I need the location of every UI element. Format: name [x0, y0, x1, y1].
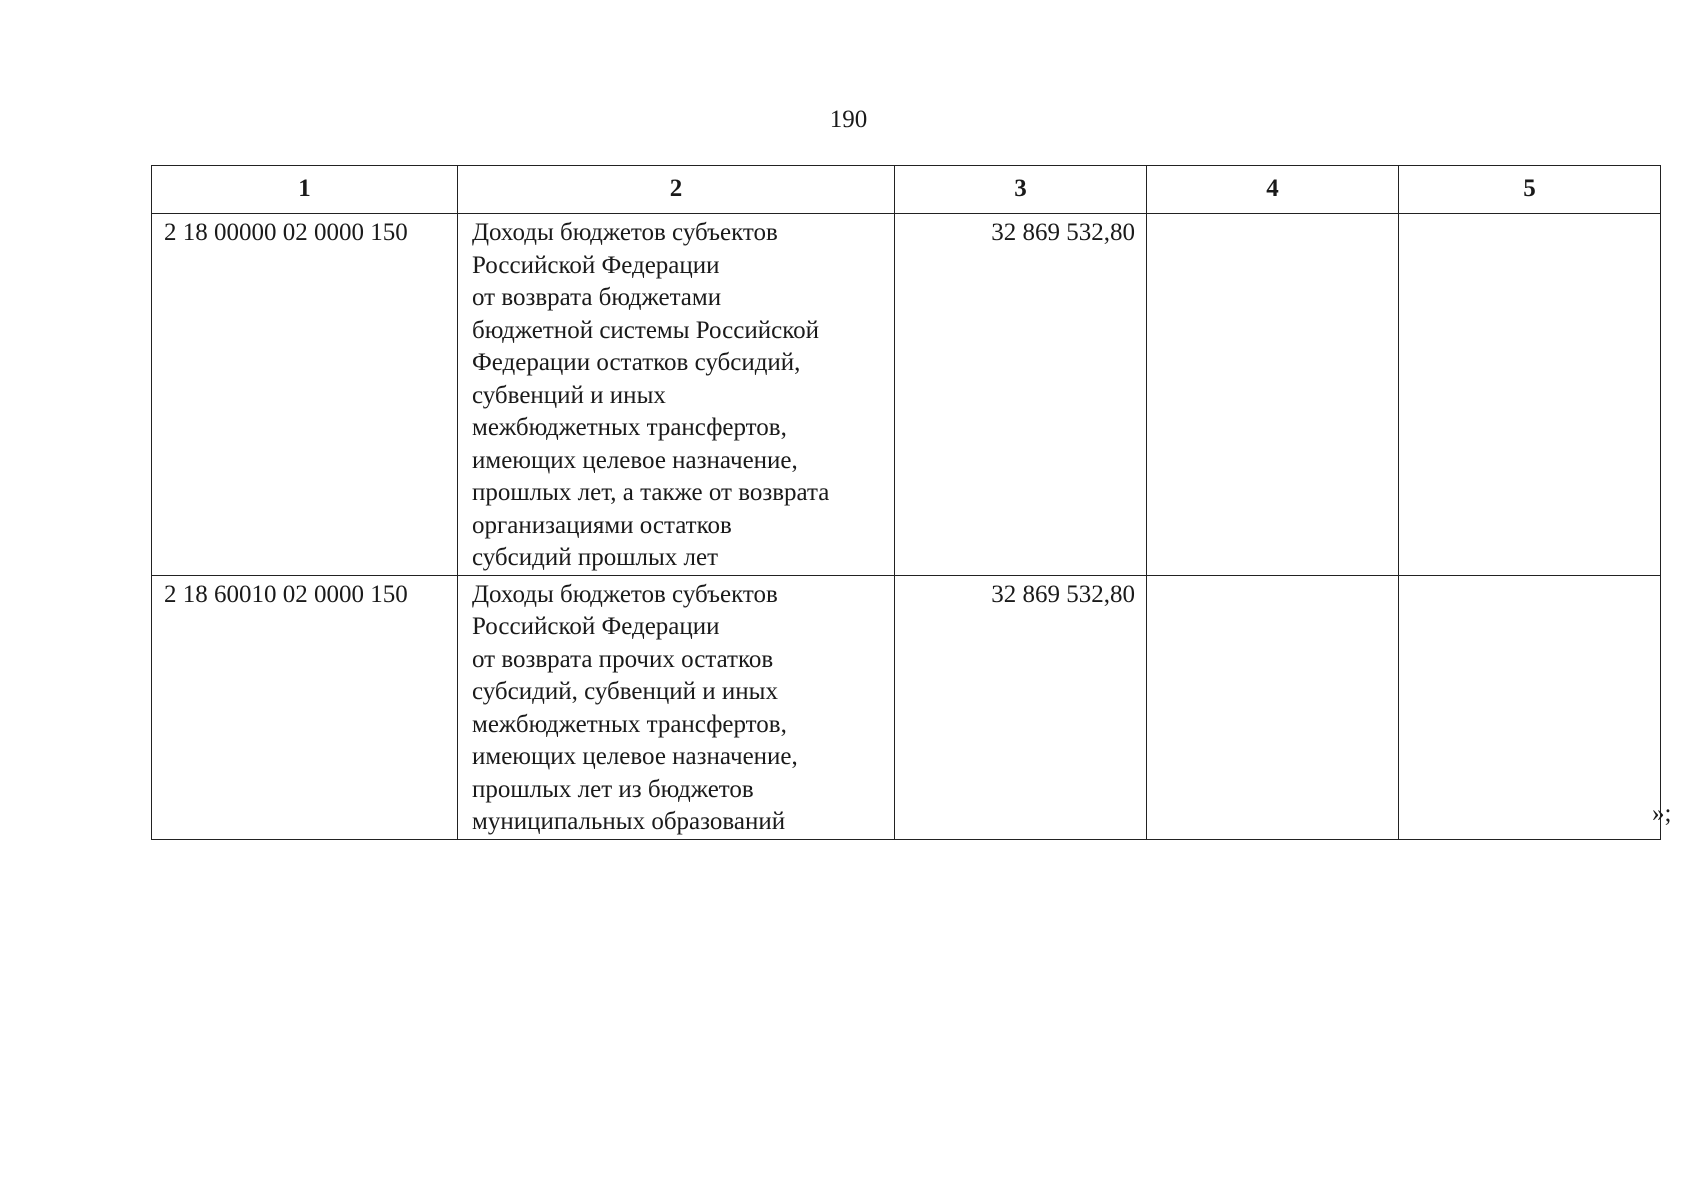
name-line: Российской Федерации: [472, 613, 720, 640]
column-5-cell: [1399, 214, 1661, 576]
name-line: муниципальных образований: [472, 808, 786, 835]
table-row: [152, 214, 1661, 576]
column-header-3: 3: [895, 166, 1147, 214]
column-header-2: 2: [458, 166, 895, 214]
budget-code-cell: 2 18 00000 02 0000 150: [152, 214, 458, 576]
name-line: субсидий, субвенций и иных: [472, 678, 778, 705]
name-line: имеющих целевое назначение,: [472, 446, 798, 474]
revenue-name-cell: [458, 575, 895, 839]
column-header-1: 1: [152, 166, 458, 214]
column-4-cell: [1147, 575, 1399, 839]
page-number: 190: [829, 106, 868, 133]
table-row: [152, 575, 1661, 839]
name-line: субвенций и иных: [472, 381, 666, 409]
name-line: организациями остатков: [472, 511, 732, 539]
column-header-4: 4: [1147, 166, 1399, 214]
name-line: Доходы бюджетов субъектов: [472, 580, 778, 608]
column-5-cell: [1399, 575, 1661, 839]
name-line: имеющих целевое назначение,: [472, 743, 798, 770]
name-line: Федерации остатков субсидий,: [472, 349, 801, 376]
column-4-cell: [1147, 214, 1399, 576]
column-header-5: 5: [1399, 166, 1661, 214]
name-line: прошлых лет из бюджетов: [472, 775, 754, 803]
name-line: Российской Федерации: [472, 251, 720, 279]
name-line: от возврата прочих остатков: [472, 645, 774, 673]
revenue-name-cell: [458, 214, 895, 576]
amount-cell: 32 869 532,80: [895, 214, 1147, 576]
budget-code-cell: 2 18 60010 02 0000 150: [152, 575, 458, 839]
name-line: субсидий прошлых лет: [472, 544, 719, 571]
amount-cell: 32 869 532,80: [895, 575, 1147, 839]
name-line: от возврата бюджетами: [472, 284, 722, 311]
name-line: Доходы бюджетов субъектов: [472, 219, 778, 246]
name-line: межбюджетных трансфертов,: [472, 414, 787, 441]
name-line: межбюджетных трансфертов,: [472, 710, 787, 738]
revenue-table: [151, 165, 1661, 840]
name-line: прошлых лет, а также от возврата: [472, 479, 830, 506]
name-line: бюджетной системы Российской: [472, 316, 819, 344]
closing-quote-mark: »;: [1652, 800, 1672, 827]
table-header-row: [152, 166, 1661, 214]
